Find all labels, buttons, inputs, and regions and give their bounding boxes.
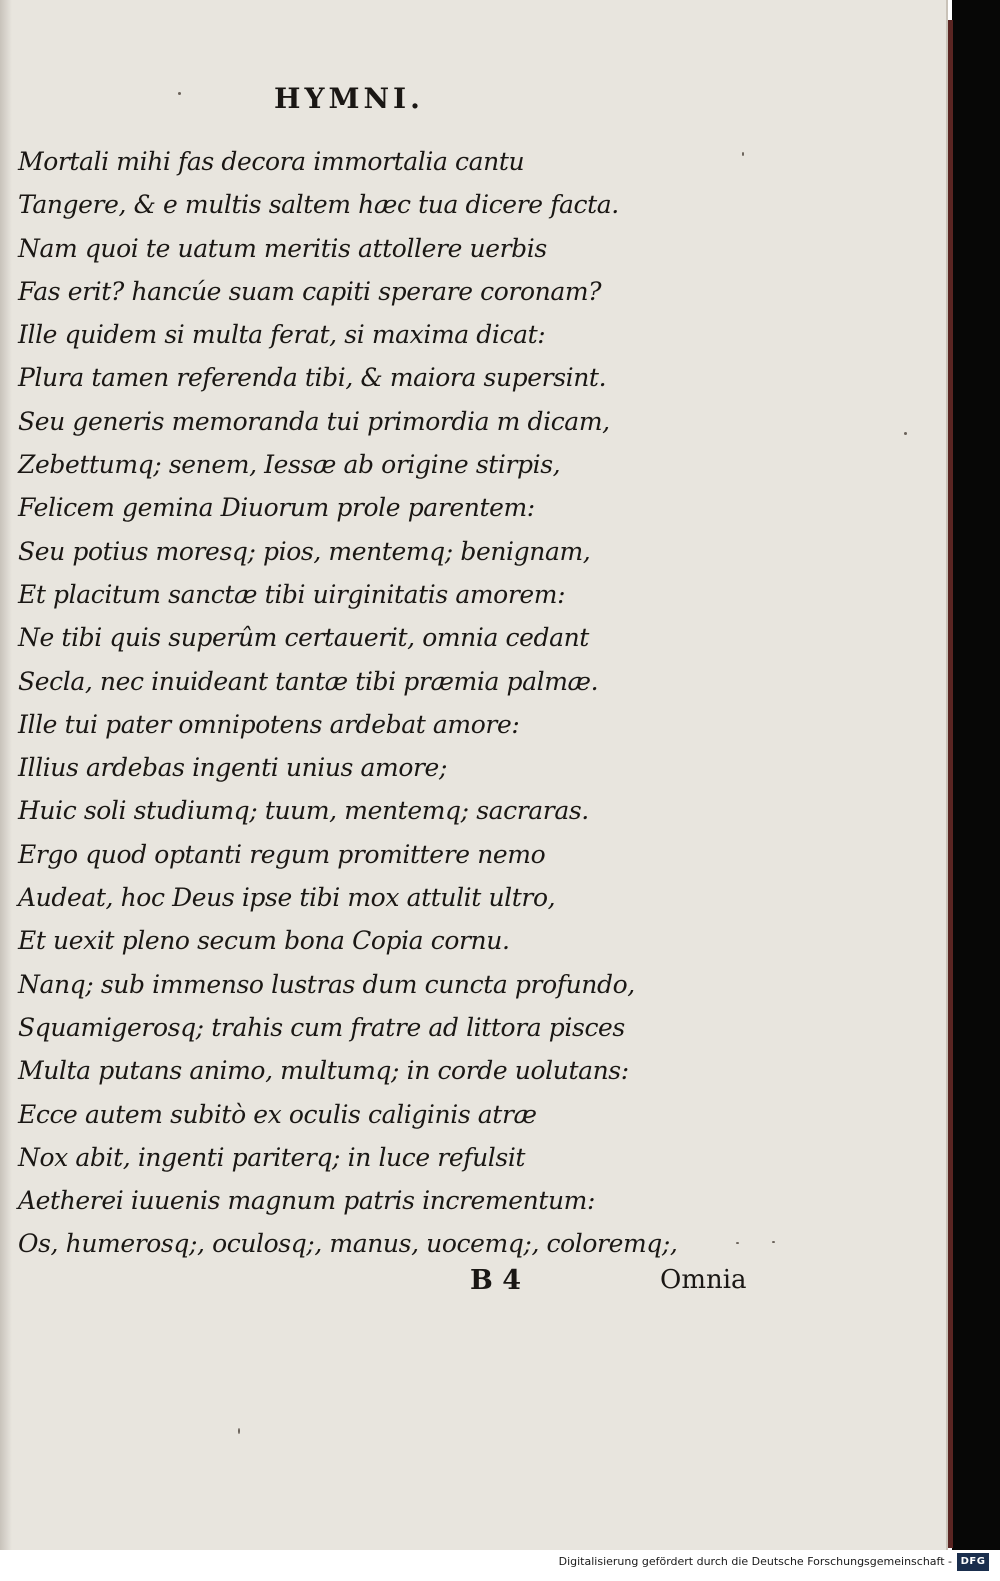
- verse-line: Fas erit? hancúe suam capiti sperare coronam?: [18, 276, 602, 306]
- verse-line: Multa putans animo, multumq; in corde uolutans:: [18, 1056, 629, 1086]
- paper-speck: [904, 432, 907, 435]
- paper-speck: [238, 1428, 240, 1434]
- verse-line: Audeat, hoc Deus ipse tibi mox attulit ultro,: [18, 883, 556, 913]
- verse-line: Squamigerosq; trahis cum fratre ad littora pisces: [18, 1012, 625, 1042]
- verse-line: Secla, nec inuideant tantæ tibi præmia palmæ.: [18, 666, 599, 696]
- verse-line: Huic soli studiumq; tuum, mentemq; sacraras.: [18, 796, 589, 826]
- verse-line: Et uexit pleno secum bona Copia cornu.: [18, 926, 510, 956]
- verse-line: Ne tibi quis superûm certauerit, omnia cedant: [18, 623, 589, 653]
- catchword: Omnia: [660, 1265, 747, 1295]
- verse-line: Illius ardebas ingenti unius amore;: [18, 753, 447, 783]
- verse-line: Nanq; sub immenso lustras dum cuncta profundo,: [18, 969, 635, 999]
- paper-speck: [178, 92, 181, 95]
- verse-line: Seu potius moresq; pios, mentemq; benignam,: [18, 536, 591, 566]
- verse-line: Mortali mihi fas decora immortalia cantu: [18, 147, 525, 176]
- verse-line: Felicem gemina Diuorum prole parentem:: [18, 493, 535, 523]
- verse-line: Tangere, & e multis saltem hæc tua dicere facta.: [18, 190, 619, 220]
- verse-line: Seu generis memoranda tui primordia m dicam,: [18, 406, 610, 436]
- verse-line: Ille quidem si multa ferat, si maxima dicat:: [18, 320, 546, 350]
- verse-text: [18, 140, 677, 1266]
- verse-line: Plura tamen referenda tibi, & maiora supersint.: [18, 363, 607, 393]
- running-head: HYMNI.: [274, 82, 424, 115]
- verse-line: Ecce autem subitò ex oculis caliginis atræ: [18, 1099, 537, 1129]
- signature-mark: B 4: [470, 1265, 522, 1296]
- verse-line: Ille tui pater omnipotens ardebat amore:: [18, 709, 520, 739]
- paper-speck: [772, 1241, 775, 1243]
- funding-credit: Digitalisierung gefördert durch die Deutsche Forschungsgemeinschaft -: [558, 1555, 952, 1568]
- verse-line: Aetherei iuuenis magnum patris incrementum:: [18, 1186, 596, 1216]
- verse-line: Os, humerosq;, oculosq;, manus, uocemq;, coloremq;,: [18, 1229, 678, 1259]
- verse-line: Nam quoi te uatum meritis attollere uerbis: [18, 233, 547, 263]
- dark-background: [952, 0, 1000, 1550]
- paper-speck: [742, 152, 744, 156]
- verse-line: Ergo quod optanti regum promittere nemo: [18, 839, 546, 869]
- paper-speck: [736, 1242, 739, 1244]
- verse-line: Et placitum sanctæ tibi uirginitatis amorem:: [18, 579, 566, 609]
- verse-line: Zebettumq; senem, Iessæ ab origine stirpis,: [18, 450, 561, 480]
- verse-line: Nox abit, ingenti pariterq; in luce refulsit: [18, 1142, 526, 1172]
- dfg-logo: DFG: [957, 1553, 989, 1571]
